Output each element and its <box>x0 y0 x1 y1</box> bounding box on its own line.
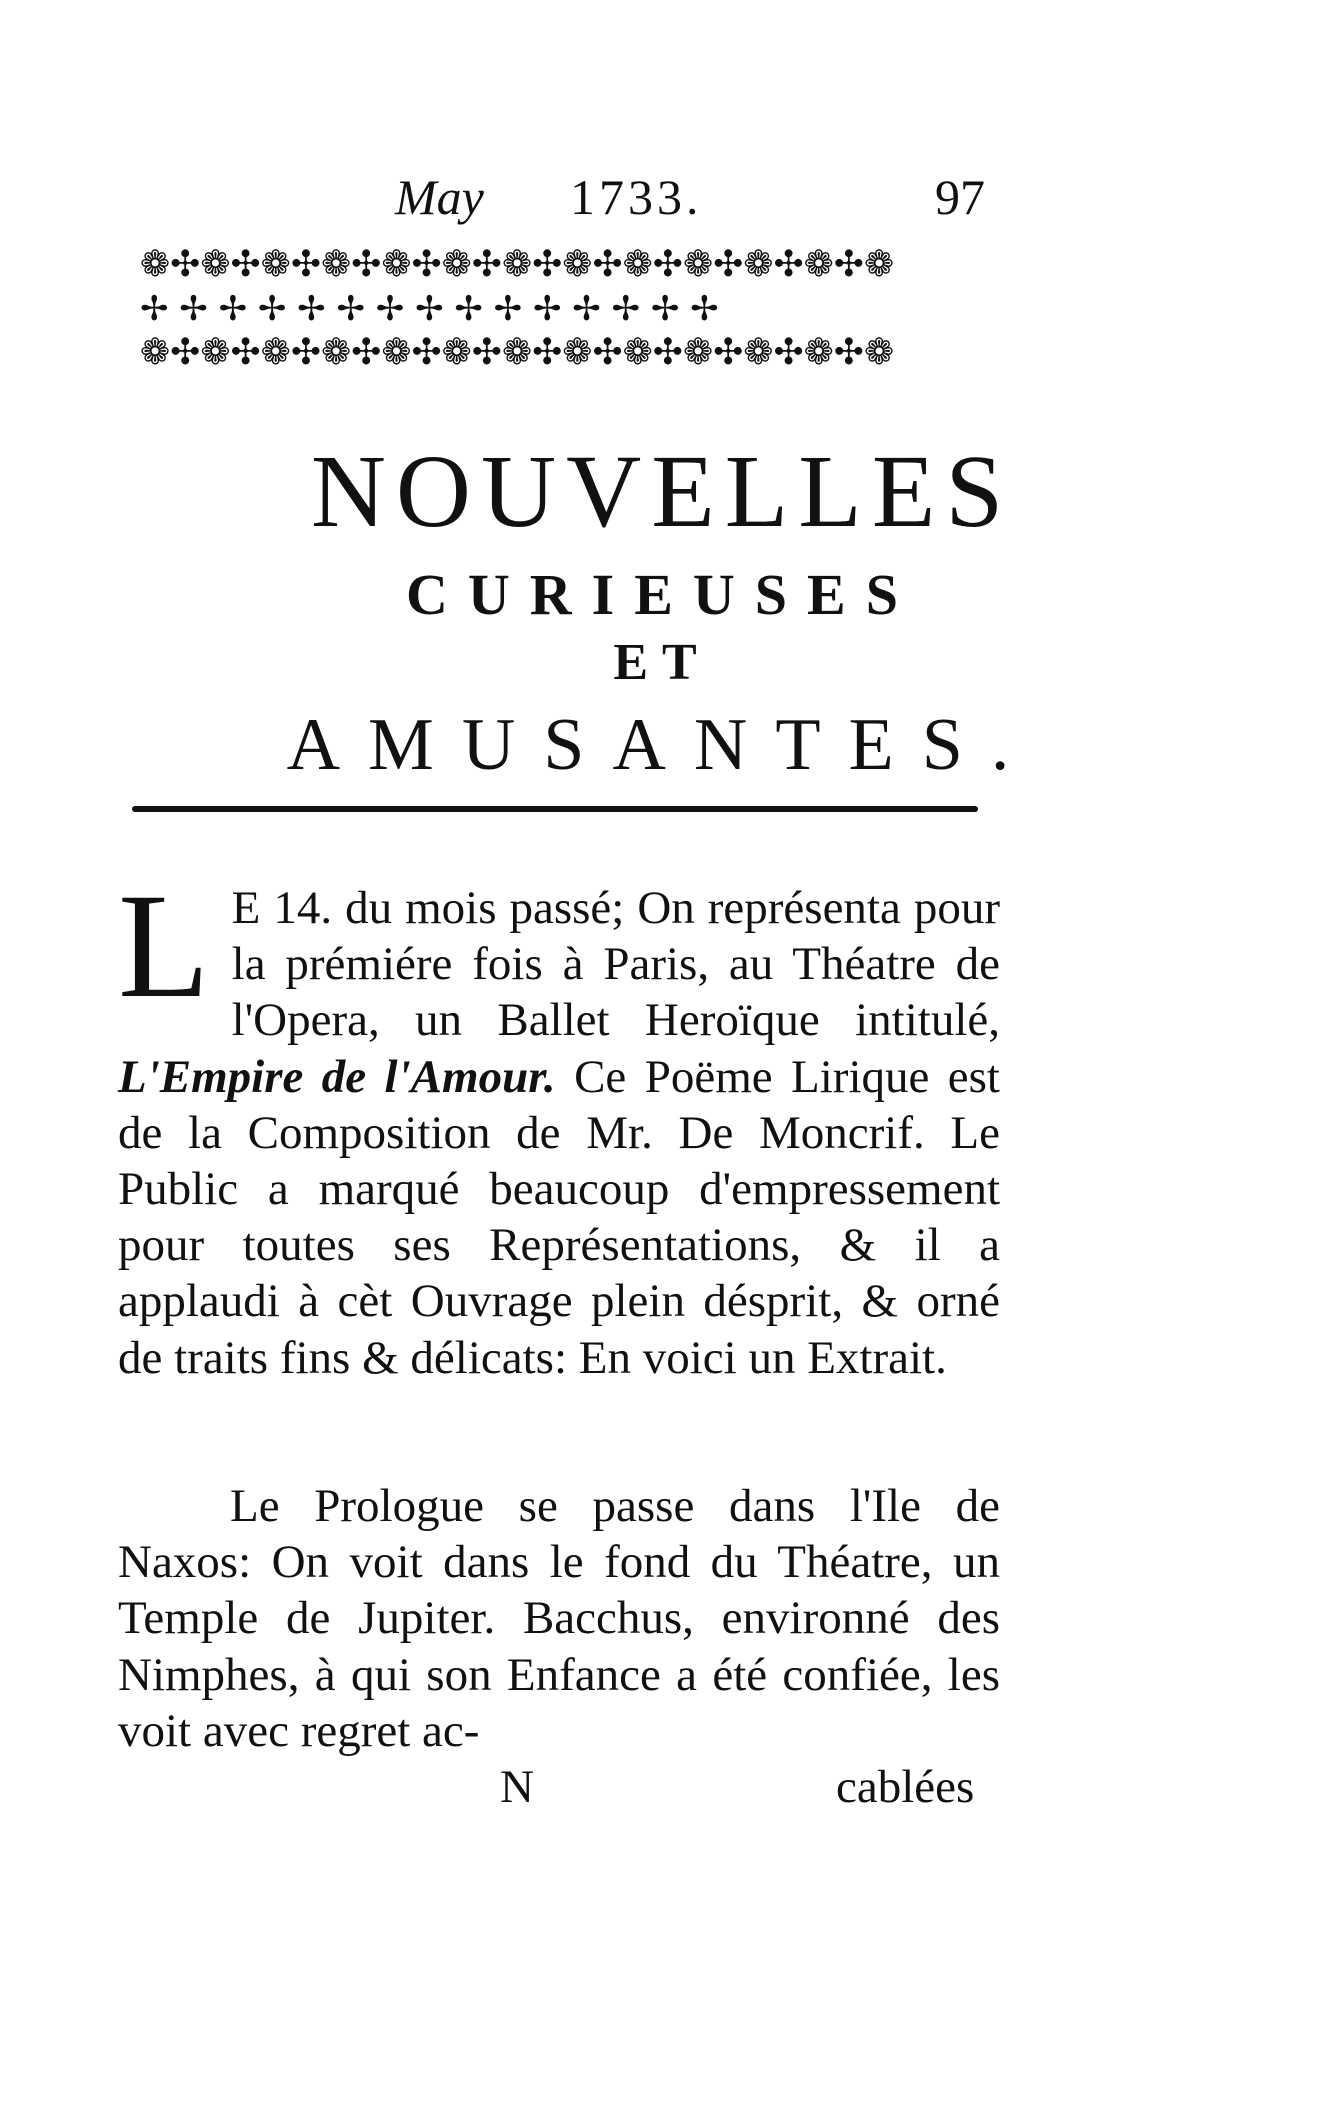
drop-cap: L <box>118 863 210 1029</box>
work-title-italic: L'Empire de l'Amour. <box>118 1050 556 1103</box>
horizontal-rule <box>132 806 978 812</box>
title-line-3: ET <box>613 634 711 691</box>
ornament-row-bottom: ❁✣❁✣❁✣❁✣❁✣❁✣❁✣❁✣❁✣❁✣❁✣❁✣❁ <box>140 332 895 373</box>
running-head <box>395 165 985 229</box>
title-line-1: NOUVELLES <box>310 434 1014 549</box>
catchword: cablées <box>836 1761 975 1813</box>
paragraph-1-text-before: E 14. du mois passé; On représenta pour la prémiére fois à Paris, au Théatre de l'Opera, un Ballet Heroïque intitulé, <box>231 882 1000 1047</box>
ornament-headpiece <box>140 245 1000 375</box>
paragraph-2: Le Prologue se passe dans l'Ile de Naxos: On voit dans le fond du Théatre, un Temple de Jupiter. Bacchus, environné des Nimphes, à qui son Enfance a été confiée, les voit avec regret ac- <box>118 1480 1000 1757</box>
running-head-month: May <box>395 169 484 225</box>
ornament-row-middle: ✢ ✢ ✢ ✢ ✢ ✢ ✢ ✢ ✢ ✢ ✢ ✢ ✢ ✢ ✢ <box>140 289 719 329</box>
paragraph-1 <box>118 863 1000 1386</box>
title-line-4: AMUSANTES. <box>286 704 1038 786</box>
running-head-year: 1733. <box>570 169 703 225</box>
ornament-row-top: ❁✣❁✣❁✣❁✣❁✣❁✣❁✣❁✣❁✣❁✣❁✣❁✣❁ <box>140 245 895 285</box>
signature-mark: N <box>500 1761 534 1813</box>
title-line-2: CURIEUSES <box>406 562 918 627</box>
page-number: 97 <box>935 169 985 225</box>
paragraph-1-text-after: Ce Poëme Lirique est de la Composition de Mr. De Moncrif. Le Public a marqué beaucoup d'empressement pour toutes ses Représentations, & il a applaudi à cèt Ouvrage plein désprit, & orné de traits fins & délicats: En voici un Extrait. <box>118 1050 1000 1384</box>
